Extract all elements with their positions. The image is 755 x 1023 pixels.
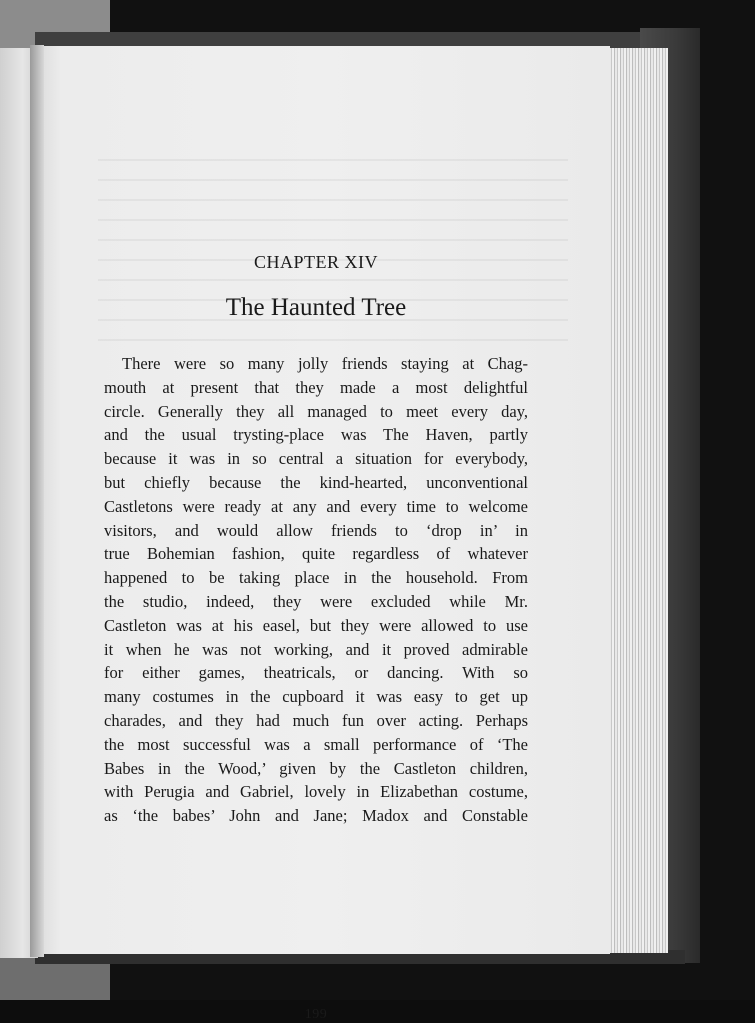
page-content [104,246,528,1022]
text-line: true Bohemian fashion, quite regardless of whatever [104,544,528,564]
text-line: Babes in the Wood,’ given by the Castleton children, [104,758,528,778]
text-line: circle. Generally they all managed to meet every day, [104,401,528,421]
text-line: visitors, and would allow friends to ‘drop in’ in [104,520,528,540]
gutter-shadow [30,45,44,957]
chapter-number: CHAPTER XIV [253,252,378,272]
text-line: happened to be taking place in the household. From [104,568,528,588]
book-page [38,46,610,1022]
text-line: charades, and they had much fun over acting. Perhaps [104,710,528,730]
text-line: many costumes in the cupboard it was easy to get up [104,687,528,707]
text-line: as ‘the babes’ John and Jane; Madox and Constable [104,806,528,826]
text-line: because it was in so central a situation for everybody, [104,449,528,469]
text-line: Castletons were ready at any and every time to welcome [104,496,528,516]
text-line: it when he was not working, and it proved admirable [104,639,528,659]
page-block-edge [606,48,668,953]
page-number: 199 [304,1007,328,1022]
text-line: There were so many jolly friends staying at Chag- [122,354,528,373]
text-line: but chiefly because the kind-hearted, unconventional [104,472,528,492]
text-line: for either games, theatricals, or dancing. With so [104,663,528,683]
chapter-title: The Haunted Tree [225,294,407,321]
body-text [104,352,528,828]
text-line: the studio, indeed, they were excluded while Mr. [104,591,528,611]
text-line: Castleton was at his easel, but they were allowed to use [104,615,528,635]
text-line: the most successful was a small performance of ‘The [104,734,528,754]
text-line: with Perugia and Gabriel, lovely in Elizabethan costume, [104,782,528,802]
text-line: and the usual trysting-place was The Haven, partly [104,425,528,445]
text-line: mouth at present that they made a most delightful [104,377,528,397]
